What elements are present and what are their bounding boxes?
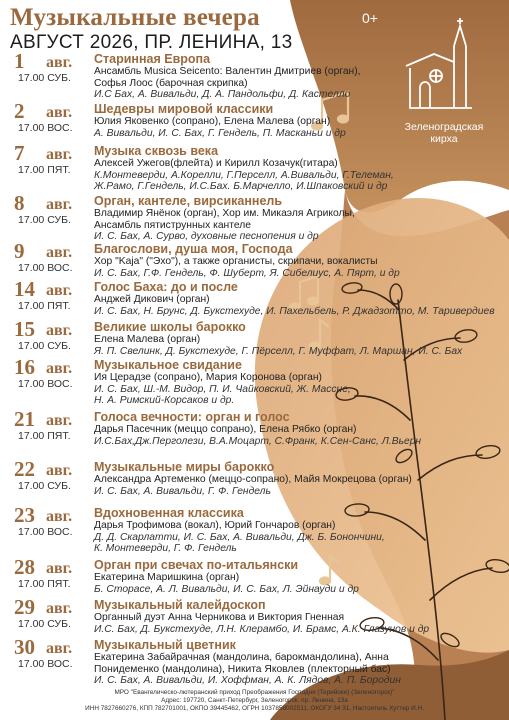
event-info [94,242,504,279]
event-day: 28 [14,555,35,579]
event-program: Д. Д. Скарлатти, И. С. Бах, А. Вивальди, Дж. Б. Бонончини, [94,531,385,543]
event-day: 8 [14,191,25,215]
event-month: авг. [46,146,73,163]
event-info [94,102,504,139]
event-time: 17.00 ВОС. [18,262,73,274]
event-day: 23 [14,503,35,527]
page-subtitle: АВГУСТ 2026, ПР. ЛЕНИНА, 13 [10,32,293,53]
event-time: 17.00 СУБ. [18,340,71,352]
footer-line-2: Адрес: 197720, Санкт-Петербург, Зеленогорск, пр. Ленина, 13а [161,697,348,704]
footer-line-3: ИНН 7827660276, КПП 782701001, ОКПО 39445462, ОГРН 1037858002511, ОКОГУ 34 31, Настоятель Хуттер И.Н. [85,705,424,712]
event-performers: Дарья Пасечник (меццо сопрано), Елена Рябко (орган) [94,424,357,435]
page-title: Музыкальные вечера [10,4,260,31]
event-time: 17.00 ПЯТ. [18,164,71,176]
event-info [94,598,504,635]
event-program: К.Монтеверди, А.Корелли, Г.Перселл, А.Вивальди, Г.Телеман, [94,169,394,181]
event-info [94,460,504,497]
event-title: Музыкальное свидание [94,358,242,372]
event-month: авг. [46,560,73,577]
event-month: авг. [46,104,73,121]
event-info [94,52,504,101]
event-day: 30 [14,635,35,659]
event-day: 1 [14,49,25,73]
event-info [94,410,504,447]
event-time: 17.00 СУБ. [18,72,71,84]
event-performers: Екатерина Забайрачная (мандолина, барокмандолина), Анна [94,652,389,663]
event-day: 21 [14,407,35,431]
event-performers: Понидеменко (мандолина), Никита Яковлев (плекторный бас) [94,663,391,675]
event-performers: Александра Артеменко (меццо-сопрано), Майя Мокрецова (орган) [94,474,412,485]
footer [0,689,509,713]
event-day: 22 [14,457,35,481]
event-day: 16 [14,355,35,379]
event-program: И. С. Бах, Ш.-М. Видор, П. И. Чайковский, Ж. Массне, [94,383,351,395]
event-info [94,144,504,193]
event-performers: Анджей Дикович (орган) [94,294,210,305]
event-day: 15 [14,317,35,341]
event-info [94,358,504,407]
event-program: Ж.Рамо, Г.Гендель, И.С.Бах. Б.Марчелло, И.Шпаковский и др [94,181,388,192]
event-program: И.С Бах, А. Вивальди, Д. А. Пандольфи, Д. Кастелло [94,89,351,100]
event-title: Голос Баха: до и после [94,280,238,294]
footer-line-1: МРО "Евангелическо-лютеранский приход Преображения Господня (Терийоки) (Зеленогорск)" [114,689,395,696]
event-program: И. С. Бах, А. Вивальди, И. Хоффман, А. К. Лядов, А. П. Бородин [94,675,401,686]
event-title: Великие школы барокко [94,320,246,334]
event-program: И.С. Бах, Д. Букстехуде, Л.Н. Клерамбо, И. Брамс, А.К. Глазунов и др [94,623,430,635]
event-title: Шедевры мировой классики [94,102,274,116]
event-performers: Алексей Ужегов(флейта) и Кирилл Козачук(гитара) [94,158,338,169]
event-title: Музыка сквозь века [94,144,219,158]
event-month: авг. [46,54,73,71]
event-info [94,506,504,555]
event-title: Музыкальные миры барокко [94,460,275,474]
event-info [94,320,504,357]
event-program: А. Вивальди, И. С. Бах, Г. Гендель, П. Масканьи и др [94,127,346,139]
event-title: Музыкальный калейдоскоп [94,598,266,612]
event-program: И. С. Бах, А. Вивальди, Г. Ф. Гендель [94,485,271,497]
event-program: И. С. Бах, А. Сурво, духовные песнопения и др [94,231,319,242]
event-month: авг. [46,244,73,261]
event-program: И. С. Бах, Н. Брунс, Д. Букстехуде, И. Пахельбель, Р. Джадзотто, М. Таривердиев [94,305,495,317]
event-program: К. Монтеверди, Г. Ф. Гендель [94,543,237,554]
event-performers: Ансамбль Musica Seicento: Валентин Дмитриев (орган), [94,66,361,77]
event-program: Я. П. Свелинк, Д. Букстехуде, Г. Пёрселл, Г. Муффат, Л. Маршан, И. С. Бах [94,345,463,357]
event-time: 17.00 СУБ. [18,618,71,630]
event-title: Орган, кантеле, вирсиканнель [94,194,283,208]
event-month: авг. [46,462,73,479]
event-performers: Хор "Kaja" ("Эхо"), а также органисты, скрипачи, вокалисты [94,256,378,267]
event-month: авг. [46,196,73,213]
event-day: 7 [14,141,25,165]
event-time: 17.00 ВОС. [18,658,73,670]
event-performers: Ия Церадзе (сопрано), Мария Коронова (орган) [94,372,322,383]
event-performers: Ансамбль пятиструнных кантеле [94,219,251,231]
event-day: 14 [14,277,35,301]
event-title: Орган при свечах по-итальянски [94,558,299,572]
event-program: И.С.Бах,Дж.Перголези, В.А.Моцарт, С.Франк, К.Сен-Санс, Л.Вьерн [94,435,422,447]
event-info [94,280,504,317]
event-title: Вдохновенная классика [94,506,244,520]
event-time: 17.00 ВОС. [18,526,73,538]
event-title: Благослови, душа моя, Господа [94,242,293,256]
church-label: Зеленоградская кирха [404,121,484,145]
event-title: Музыкальный цветник [94,638,236,652]
event-month: авг. [46,640,73,657]
event-title: Старинная Европа [94,52,211,66]
event-performers: Юлия Яковенко (сопрано), Елена Малева (орган) [94,116,331,127]
event-performers: Владимир Янёнок (орган), Хор им. Микаэля Агриколы, [94,208,355,219]
event-info [94,194,504,243]
event-month: авг. [46,360,73,377]
event-time: 17.00 СУБ. [18,214,71,226]
event-program: Н. А. Римский-Корсаков и др. [94,395,235,406]
event-month: авг. [46,600,73,617]
event-program: Б. Сторасе, А. Л. Вивальди, И. С. Бах, Л. Эйнауди и др [94,583,359,595]
event-performers: Дарья Трофимова (вокал), Юрий Гончаров (орган) [94,520,336,531]
event-info [94,558,504,595]
event-info [94,638,504,687]
event-performers: Органный дуэт Анна Черникова и Виктория Гненная [94,612,345,623]
event-title: Голоса вечности: орган и голос [94,410,290,424]
event-performers: Софья Лоос (барочная скрипка) [94,77,248,89]
event-time: 17.00 ПЯТ. [18,300,71,312]
header [10,4,293,54]
event-month: авг. [46,282,73,299]
event-day: 9 [14,239,25,263]
event-day: 2 [14,99,25,123]
event-time: 17.00 ПЯТ. [18,578,71,590]
event-day: 29 [14,595,35,619]
event-program: И. С. Бах, Г.Ф. Гендель, Ф. Шуберт, Я. Сибелиус, А. Пярт, и др [94,267,400,279]
event-month: авг. [46,412,73,429]
event-month: авг. [46,322,73,339]
event-time: 17.00 ВОС. [18,378,73,390]
event-time: 17.00 ВОС. [18,122,73,134]
event-month: авг. [46,508,73,525]
age-rating: 0+ [362,10,378,26]
event-time: 17.00 СУБ. [18,480,71,492]
event-performers: Екатерина Маришкина (орган) [94,572,240,583]
event-performers: Елена Малева (орган) [94,334,201,345]
event-time: 17.00 ПЯТ. [18,430,71,442]
